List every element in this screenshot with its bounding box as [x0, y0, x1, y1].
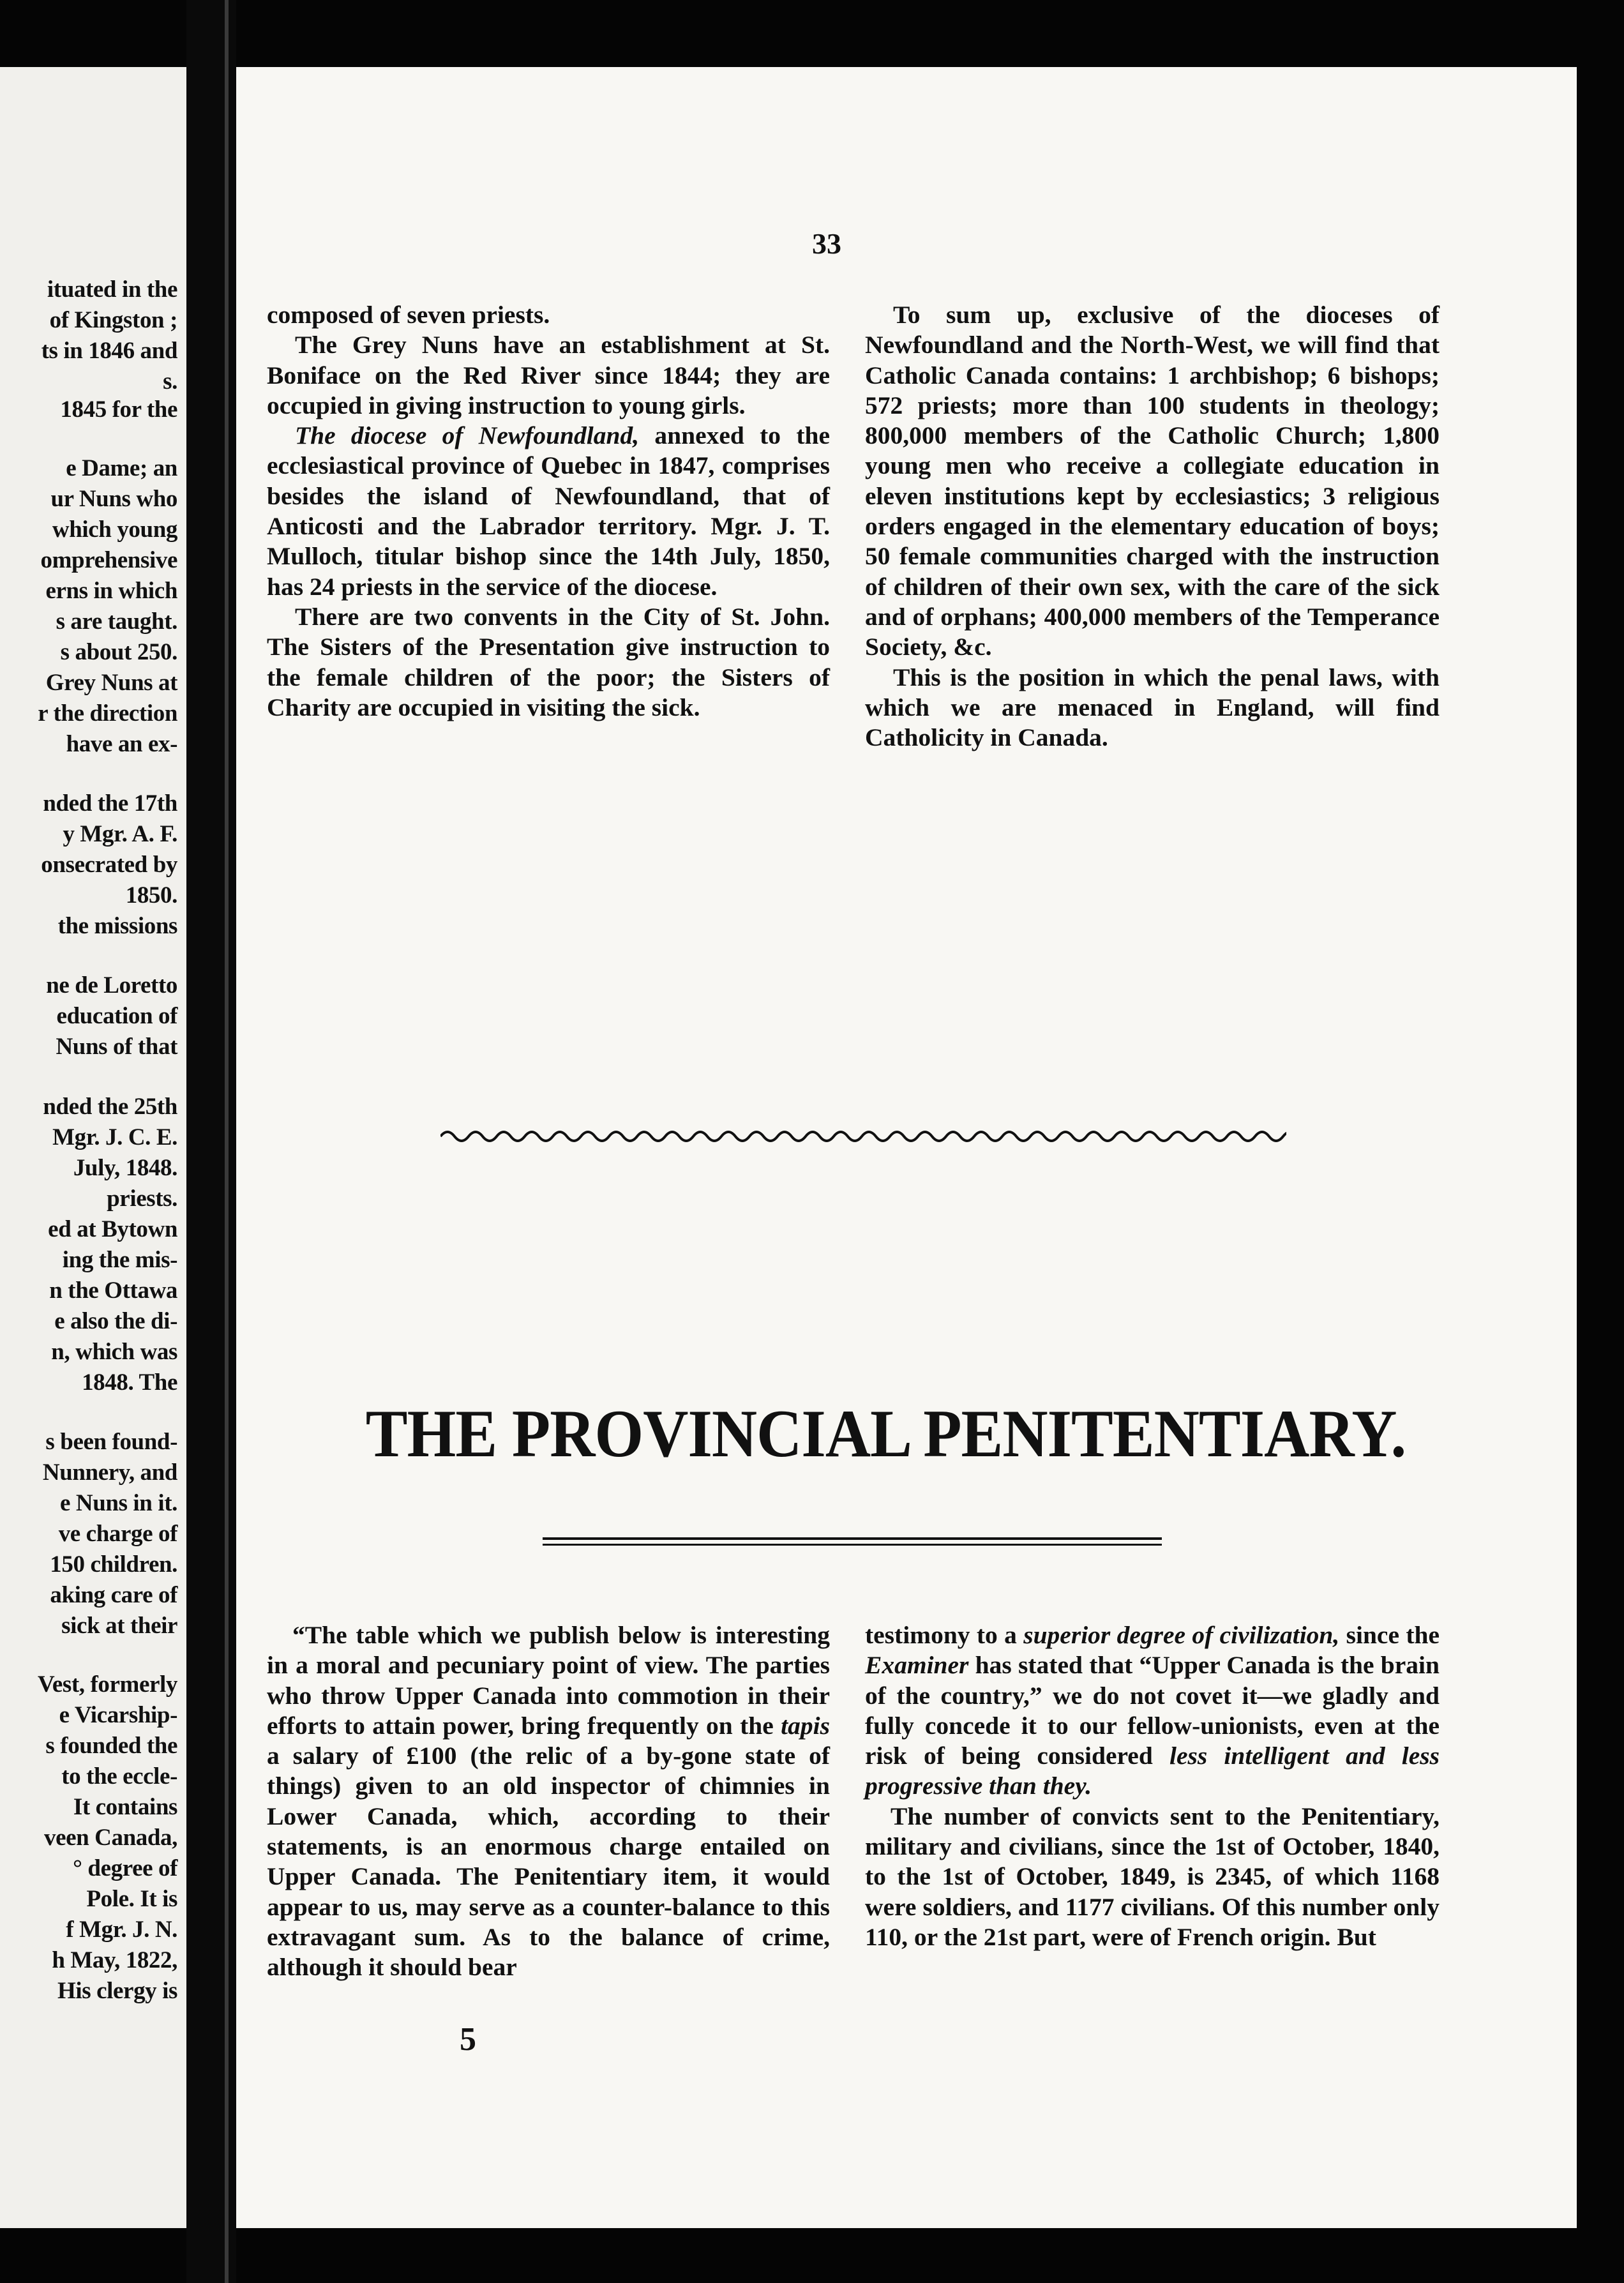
fragment-line: ° degree of — [73, 1855, 177, 1881]
fragment-line: July, 1848. — [73, 1155, 177, 1181]
book-gutter — [186, 0, 236, 2283]
fragment-line: ed at Bytown — [48, 1216, 177, 1242]
fragment-line: e Nuns in it. — [60, 1490, 177, 1516]
page-number: 33 — [812, 227, 841, 260]
italic-word: Examiner — [865, 1651, 969, 1680]
fragment-line: n the Ottawa — [49, 1277, 177, 1304]
italic-word: tapis — [781, 1711, 830, 1740]
paragraph: testimony to a superior degree of civilization, since the Examiner has stated that “Upper Canada is the brain of the country,” we do not covet it—we gladly and fully concede it to our fellow-unionists, even at the risk of being considered less intelligent and less progressive than they. — [865, 1621, 1440, 1800]
fragment-line: education of — [56, 1003, 177, 1029]
paragraph: This is the position in which the penal laws, with which we are menaced in England, will find Catholicity in Canada. — [865, 663, 1440, 752]
fragment-line: of Kingston ; — [49, 307, 177, 333]
top-right-column — [865, 300, 1440, 753]
fragment-line: the missions — [57, 913, 177, 939]
fragment-line: Grey Nuns at — [45, 670, 177, 696]
fragment-line: Nunnery, and — [42, 1459, 177, 1486]
fragment-line: n, which was — [51, 1339, 177, 1365]
fragment-line: ur Nuns who — [50, 486, 177, 512]
fragment-line: f Mgr. J. N. — [66, 1917, 177, 1943]
italic-phrase: superior degree of civilization, — [1023, 1621, 1340, 1649]
fragment-line: priests. — [107, 1186, 177, 1212]
fragment-line: h May, 1822, — [52, 1947, 177, 1973]
paragraph: To sum up, exclusive of the dioceses of Newfoundland and the North-West, we will find that Catholic Canada contains: 1 archbishop; 6 bishops; 572 priests; more than 100 students in theology; 800,000 members of the Catholic Church; 1,800 young men who receive a collegiate education in eleven institutions kept by ecclesiastics; 3 religious orders engaged in the elementary education of boys; 50 female communities charged with the instruction of children of their own sex, with the care of the sick and of orphans; 400,000 members of the Temperance Society, &c. — [865, 301, 1440, 661]
fragment-line: e also the di- — [54, 1308, 177, 1334]
fragment-line: ve charge of — [58, 1521, 177, 1547]
fragment-line: His clergy is — [57, 1978, 177, 2004]
fragment-line: e Vicarship- — [59, 1702, 177, 1728]
italic-phrase: The diocese of Newfoundland, — [295, 421, 640, 450]
fragment-line: 1850. — [125, 882, 177, 908]
fragment-line: ing the mis- — [62, 1247, 177, 1273]
wavy-divider — [440, 1124, 1286, 1149]
paragraph: composed of seven priests. — [267, 301, 550, 329]
fragment-line: s are taught. — [56, 608, 177, 635]
top-left-column — [267, 300, 830, 723]
fragment-line: e Dame; an — [66, 455, 177, 481]
fragment-line: s. — [163, 368, 177, 395]
fragment-line: s founded the — [45, 1733, 177, 1759]
fragment-line: 1845 for the — [60, 396, 177, 423]
fragment-line: have an ex- — [66, 731, 177, 757]
paragraph: The number of convicts sent to the Penitentiary, military and civilians, since the 1st of October, 1840, to the 1st of October, 1849, is 2345, of which 1168 were soldiers, and 1177 civilians. Of this number only 110, or the 21st part, were of French origin. But — [865, 1802, 1440, 1951]
bottom-left-column — [267, 1620, 830, 1983]
signature-mark: 5 — [460, 2021, 476, 2058]
fragment-line: which young — [52, 516, 177, 543]
fragment-line: Mgr. J. C. E. — [52, 1124, 177, 1150]
fragment-line: omprehensive — [40, 547, 177, 573]
fragment-line: aking care of — [50, 1582, 177, 1608]
fragment-line: veen Canada, — [44, 1825, 177, 1851]
paragraph: “The table which we publish below is interesting in a moral and pecuniary point of view. The parties who throw Upper Canada into commotion in their efforts to attain power, bring frequently on the tapis a salary of £100 (the relic of a by-gone state of things) given to an old inspector of chimnies in Lower Canada, which, according to their statements, is an enormous charge entailed on Upper Canada. The Penitentiary item, it would appear to us, may serve as a counter-balance to this extravagant sum. As to the balance of crime, although it should bear — [267, 1621, 830, 1982]
scan-border-bottom — [0, 2228, 1624, 2283]
section-heading: THE PROVINCIAL PENITENTIARY. — [365, 1396, 1406, 1471]
paragraph: There are two convents in the City of St. John. The Sisters of the Presentation give instruction to the female children of the poor; the Sisters of Charity are occupied in visiting the sick. — [267, 602, 830, 721]
fragment-line: s been found- — [45, 1429, 177, 1455]
fragment-line: sick at their — [61, 1613, 177, 1639]
fragment-line: onsecrated by — [41, 852, 177, 878]
fragment-line: erns in which — [45, 578, 177, 604]
fragment-line: ne de Loretto — [46, 972, 177, 998]
scan-border-top — [0, 0, 1624, 67]
paragraph: The Grey Nuns have an establishment at St. Boniface on the Red River since 1844; they are occupied in giving instruction to young girls. — [267, 331, 830, 419]
fragment-line: ituated in the — [47, 276, 177, 303]
italic-phrase: less intelligent and less progressive than they. — [865, 1742, 1440, 1800]
fragment-line: It contains — [73, 1794, 177, 1820]
page-33 — [236, 67, 1577, 2228]
fragment-line: nded the 17th — [43, 790, 177, 817]
fragment-line: 150 children. — [50, 1551, 177, 1578]
bottom-right-column — [865, 1620, 1440, 1952]
fragment-line: ts in 1846 and — [41, 338, 177, 364]
paragraph: The diocese of Newfoundland, annexed to the ecclesiastical province of Quebec in 1847, comprises besides the island of Newfoundland, that of Anticosti and the Labrador territory. Mgr. J. T. Mulloch, titular bishop since the 14th July, 1850, has 24 priests in the service of the diocese. — [267, 421, 830, 601]
facing-page-fragment — [0, 67, 186, 2228]
fragment-line: y Mgr. A. F. — [63, 821, 177, 847]
fragment-line: Vest, formerly — [37, 1671, 177, 1698]
heading-double-rule — [543, 1537, 1162, 1546]
fragment-line: r the direction — [38, 700, 177, 727]
fragment-line: 1848. The — [82, 1369, 177, 1396]
fragment-line: Nuns of that — [56, 1034, 177, 1060]
fragment-line: Pole. It is — [86, 1886, 177, 1912]
scan-border-right — [1577, 0, 1624, 2283]
fragment-line: to the eccle- — [61, 1763, 177, 1789]
fragment-line: s about 250. — [60, 639, 177, 665]
fragment-line: nded the 25th — [43, 1094, 177, 1120]
